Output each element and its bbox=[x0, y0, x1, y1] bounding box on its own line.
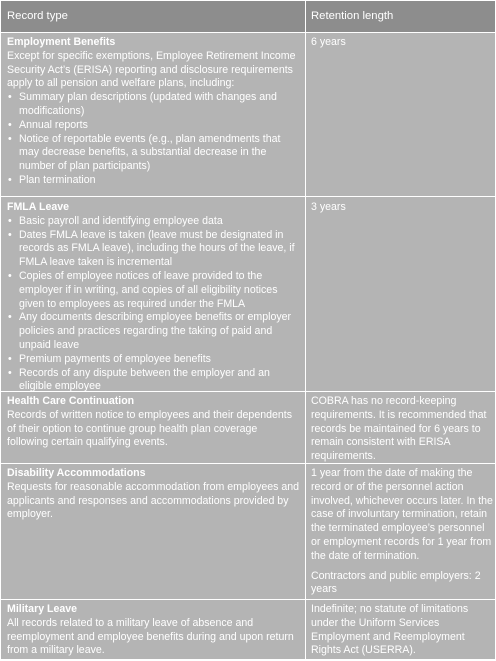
table-row bbox=[7, 467, 301, 522]
record-bullet-list bbox=[7, 215, 301, 394]
column-divider bbox=[305, 1, 306, 661]
record-description: Except for specific exemptions, Employee Retirement Income Security Act’s (ERISA) reporting and disclosure requirements apply to all pension and welfare plans, including: bbox=[7, 49, 296, 90]
record-bullet-list bbox=[7, 91, 301, 188]
retention-length-cell: Indefinite; no statute of limitations under the Uniform Services Employment and Reemployment Rights Act (USERRA). bbox=[311, 603, 469, 657]
list-item: • Basic payroll and identifying employee data bbox=[7, 215, 301, 229]
retention-length-cell: 6 years bbox=[311, 36, 346, 48]
row-divider bbox=[1, 196, 495, 197]
list-item: • Annual reports bbox=[7, 119, 301, 133]
record-description: Requests for reasonable accommodation from employees and applicants and responses and accommodations provided by employer. bbox=[7, 480, 300, 521]
table-header bbox=[1, 1, 495, 33]
table-row bbox=[7, 201, 301, 394]
retention-length-cell bbox=[311, 467, 493, 597]
retention-text-secondary: Contractors and public employers: 2 years bbox=[311, 569, 481, 596]
list-item: • Records of any dispute between the employer and an eligible employee bbox=[7, 367, 301, 395]
row-divider bbox=[1, 599, 495, 600]
record-type-title: Health Care Continuation bbox=[7, 395, 135, 407]
record-type-title: Military Leave bbox=[7, 603, 78, 615]
table-row bbox=[7, 603, 301, 658]
record-type-title: Employment Benefits bbox=[7, 36, 116, 48]
list-item: • Notice of reportable events (e.g., plan amendments that may decrease benefits, a substantial decrease in the number of plan participants) bbox=[7, 133, 301, 174]
list-item: • Summary plan descriptions (updated with changes and modifications) bbox=[7, 91, 301, 119]
list-item: • Premium payments of employee benefits bbox=[7, 353, 301, 367]
record-description: Records of written notice to employees and their dependents of their option to continue group health plan coverage following certain qualifying events. bbox=[7, 408, 293, 449]
retention-length-cell: 3 years bbox=[311, 201, 346, 213]
header-retention-length: Retention length bbox=[311, 10, 394, 22]
record-type-title: Disability Accommodations bbox=[7, 467, 146, 479]
table-row bbox=[7, 36, 301, 188]
retention-text: 1 year from the date of making the record or of the personnel action involved, whichever occurs later. In the case of involuntary termination, retain the terminated employee’s personnel or employment records for 1 year from the date of termination. bbox=[311, 467, 493, 562]
table-row bbox=[7, 395, 301, 450]
list-item: • Copies of employee notices of leave provided to the employer if in writing, and copies of all eligibility notices given to employees as required under the FMLA bbox=[7, 270, 301, 311]
record-type-title: FMLA Leave bbox=[7, 201, 70, 213]
record-description: All records related to a military leave of absence and reemployment and employee benefits during and upon return from a military leave. bbox=[7, 616, 294, 657]
list-item: • Plan termination bbox=[7, 174, 301, 188]
list-item: • Dates FMLA leave is taken (leave must be designated in records as FMLA leave), including the hours of the leave, if FMLA leave taken is incremental bbox=[7, 229, 301, 270]
header-record-type: Record type bbox=[7, 10, 68, 22]
list-item: • Any documents describing employee benefits or employer policies and practices regarding the taking of paid and unpaid leave bbox=[7, 311, 301, 352]
retention-length-cell: COBRA has no record-keeping requirements. It is recommended that records be maintained for 6 years to remain consistent with ERISA requirements. bbox=[311, 395, 487, 463]
